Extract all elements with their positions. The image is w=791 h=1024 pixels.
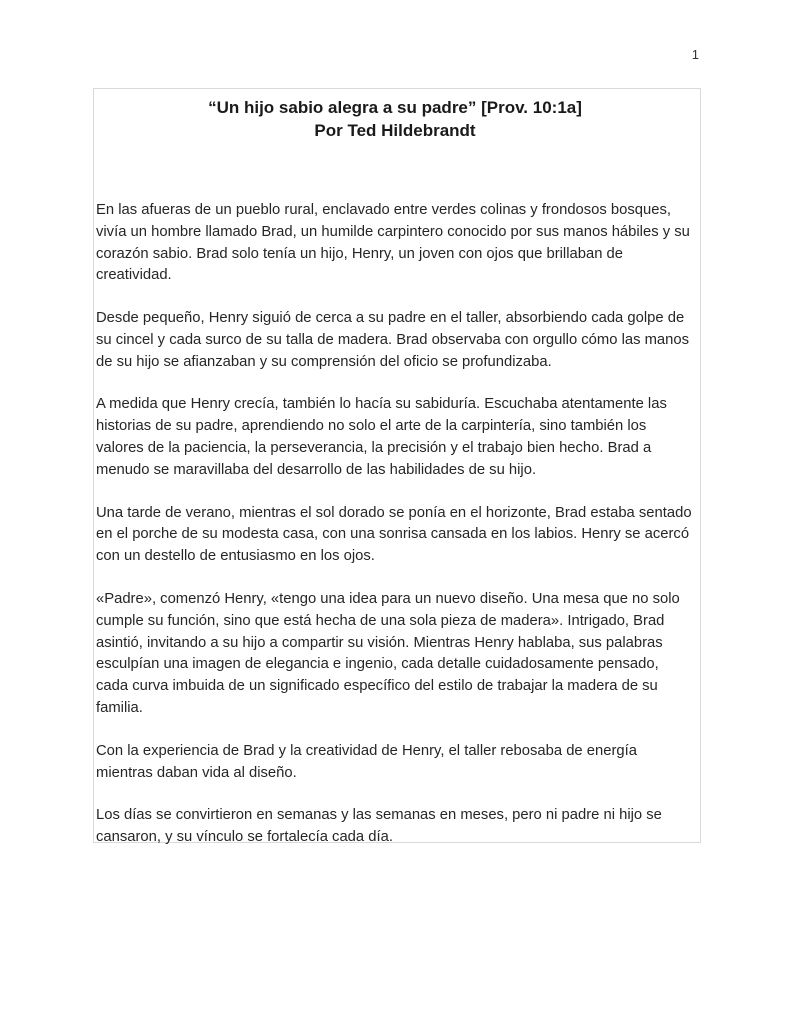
title-block — [96, 96, 694, 143]
content-box — [93, 88, 701, 846]
paragraph: Los días se convirtieron en semanas y las semanas en meses, pero ni padre ni hijo se cansaron, y su vínculo se fortalecía cada día. — [96, 807, 662, 846]
document-title: “Un hijo sabio alegra a su padre” [Prov. 10:1a] — [208, 98, 582, 117]
document-body — [96, 200, 694, 849]
paragraph: Una tarde de verano, mientras el sol dorado se ponía en el horizonte, Brad estaba sentado en el porche de su modesta casa, con una sonrisa cansada en los labios. Henry se acercó con un destello de entusiasmo en los ojos. — [96, 504, 692, 565]
paragraph: «Padre», comenzó Henry, «tengo una idea para un nuevo diseño. Una mesa que no solo cumple su función, sino que está hecha de una sola pieza de madera». Intrigado, Brad asintió, invitando a su hijo a compartir su visión. Mientras Henry hablaba, sus palabras esculpían una imagen de elegancia e ingenio, cada detalle cuidadosamente pensado, cada curva imbuida de un significado específico del estilo de trabajar la madera de su familia. — [96, 591, 680, 717]
paragraph: Con la experiencia de Brad y la creatividad de Henry, el taller rebosaba de energía mientras daban vida al diseño. — [96, 742, 637, 781]
paragraph: Desde pequeño, Henry siguió de cerca a su padre en el taller, absorbiendo cada golpe de su cincel y cada surco de su talla de madera. Brad observaba con orgullo cómo las manos de su hijo se afianzaban y su comprensión del oficio se profundizaba. — [96, 310, 690, 370]
paragraph: En las afueras de un pueblo rural, enclavado entre verdes colinas y frondosos bosques, vivía un hombre llamado Brad, un humilde carpintero conocido por sus manos hábiles y su corazón sabio. Brad solo tenía un hijo, Henry, un joven con ojos que brillaban de creatividad. — [96, 201, 690, 284]
page-number: 1 — [691, 47, 699, 62]
document-byline: Por Ted Hildebrandt — [314, 121, 476, 141]
paragraph: A medida que Henry crecía, también lo hacía su sabiduría. Escuchaba atentamente las historias de su padre, aprendiendo no solo el arte de la carpintería, sino también los valores de la paciencia, la perseverancia, la precisión y el trabajo bien hecho. Brad a menudo se maravillaba del desarrollo de las habilidades de su hijo. — [96, 396, 667, 478]
